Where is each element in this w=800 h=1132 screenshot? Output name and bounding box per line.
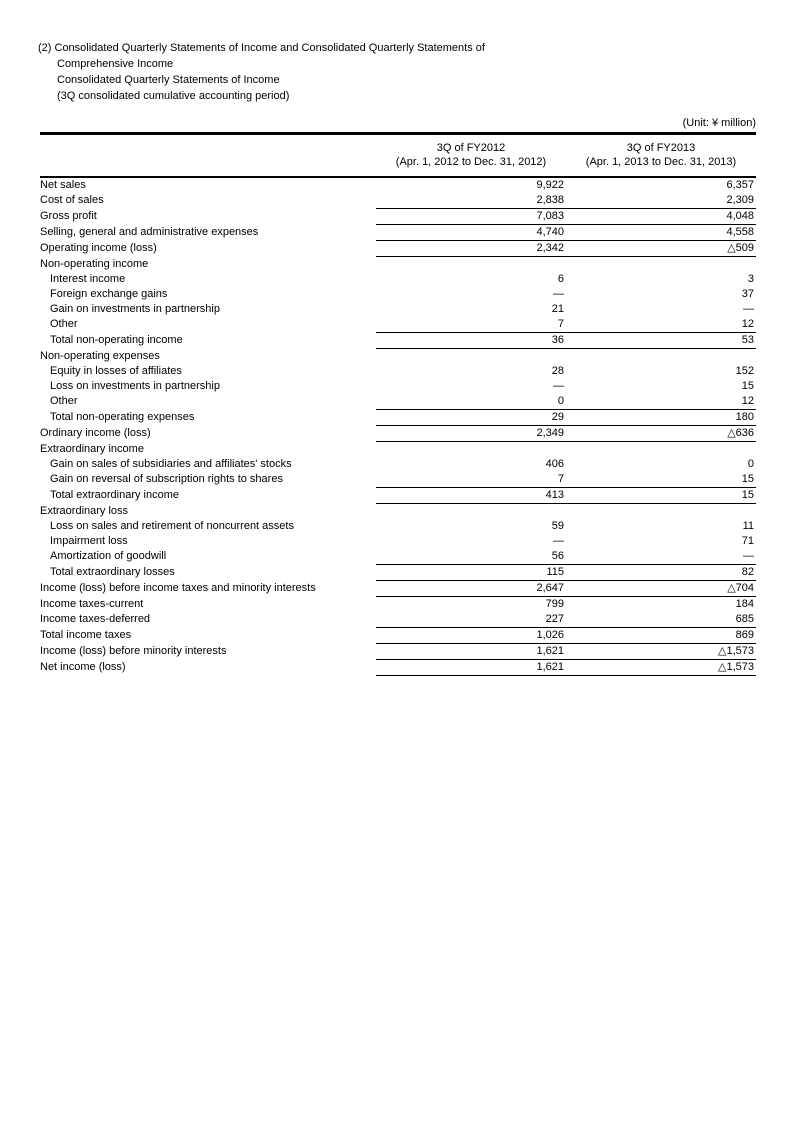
row-label: Interest income bbox=[50, 273, 126, 285]
row-label: Operating income (loss) bbox=[40, 242, 157, 254]
row-value-fy2012: 59 bbox=[551, 520, 564, 532]
row-value-fy2013: — bbox=[566, 549, 756, 565]
table-row bbox=[40, 317, 756, 333]
row-label: Total income taxes bbox=[40, 629, 132, 641]
row-label: Income (loss) before minority interests bbox=[40, 645, 227, 657]
row-label: Total non-operating income bbox=[50, 334, 183, 346]
header-row bbox=[40, 134, 756, 178]
table-row bbox=[40, 379, 756, 394]
row-label: Non-operating income bbox=[40, 257, 149, 270]
row-value-fy2013: 15 bbox=[741, 380, 754, 392]
row-value-fy2013: 152 bbox=[735, 365, 754, 377]
row-label: Net income (loss) bbox=[40, 661, 126, 673]
table-row bbox=[40, 488, 756, 504]
row-value-fy2013: △636 bbox=[566, 426, 756, 442]
row-label: Income (loss) before income taxes and minority interests bbox=[40, 582, 316, 594]
row-value-fy2012: 1,621 bbox=[376, 660, 566, 676]
row-value-fy2012: 2,342 bbox=[376, 241, 566, 257]
row-value-fy2012 bbox=[376, 257, 566, 273]
row-value-fy2012: 7 bbox=[376, 317, 566, 333]
row-value-fy2012: 1,621 bbox=[376, 644, 566, 660]
header-label-column bbox=[40, 134, 376, 178]
row-value-fy2013: △704 bbox=[566, 581, 756, 597]
table-row bbox=[40, 287, 756, 302]
row-value-fy2013: 53 bbox=[566, 333, 756, 349]
row-value-fy2012: 29 bbox=[376, 410, 566, 426]
row-label: Gain on investments in partnership bbox=[50, 303, 220, 315]
column-title-fy2012: 3Q of FY2012 bbox=[436, 142, 506, 154]
row-value-fy2013: 4,048 bbox=[566, 209, 756, 225]
section-heading-line1: (2) Consolidated Quarterly Statements of Income and Consolidated Quarterly Statements of bbox=[38, 42, 485, 54]
unit-label: (Unit: ¥ million) bbox=[682, 117, 756, 129]
row-value-fy2012 bbox=[376, 442, 566, 458]
row-label: Total non-operating expenses bbox=[50, 411, 195, 423]
row-label: Income taxes-deferred bbox=[40, 613, 151, 626]
row-value-fy2012 bbox=[376, 349, 566, 365]
row-value-fy2013: 3 bbox=[747, 273, 754, 285]
accounting-period-note: (3Q consolidated cumulative accounting period) bbox=[57, 90, 290, 102]
row-value-fy2012: 413 bbox=[376, 488, 566, 504]
row-value-fy2013 bbox=[566, 257, 756, 273]
statement-subtitle: Consolidated Quarterly Statements of Income bbox=[57, 74, 280, 86]
row-value-fy2013: 0 bbox=[747, 458, 754, 470]
table-row bbox=[40, 426, 756, 442]
row-value-fy2012: 21 bbox=[551, 303, 564, 315]
row-value-fy2012: — bbox=[553, 380, 564, 392]
row-value-fy2013: 11 bbox=[742, 520, 754, 532]
row-value-fy2013: 12 bbox=[566, 394, 756, 410]
table-row bbox=[40, 225, 756, 241]
row-value-fy2013 bbox=[566, 504, 756, 520]
row-label: Loss on sales and retirement of noncurrent assets bbox=[50, 520, 294, 532]
row-value-fy2013: 82 bbox=[566, 565, 756, 581]
row-value-fy2012: — bbox=[553, 535, 564, 547]
row-label: Income taxes-current bbox=[40, 597, 144, 610]
row-value-fy2013: 12 bbox=[566, 317, 756, 333]
row-value-fy2013: 685 bbox=[566, 612, 756, 628]
row-label: Equity in losses of affiliates bbox=[50, 365, 182, 377]
row-label: Gain on reversal of subscription rights to shares bbox=[50, 473, 283, 486]
table-row bbox=[40, 628, 756, 644]
table-row bbox=[40, 644, 756, 660]
column-header-fy2013 bbox=[566, 134, 756, 178]
table-row bbox=[40, 581, 756, 597]
table-row bbox=[40, 472, 756, 488]
row-label: Non-operating expenses bbox=[40, 349, 160, 362]
row-value-fy2013: 15 bbox=[566, 472, 756, 488]
table-row bbox=[40, 597, 756, 613]
row-value-fy2012: 7 bbox=[376, 472, 566, 488]
row-value-fy2012: 2,349 bbox=[376, 426, 566, 442]
table-row bbox=[40, 302, 756, 317]
table-body bbox=[40, 177, 756, 676]
row-value-fy2013: 184 bbox=[735, 598, 754, 610]
row-value-fy2012: 6 bbox=[557, 273, 564, 285]
row-label: Impairment loss bbox=[50, 535, 128, 547]
row-value-fy2012: 2,647 bbox=[376, 581, 566, 597]
row-value-fy2013: 71 bbox=[741, 535, 754, 547]
row-label: Amortization of goodwill bbox=[50, 550, 167, 563]
row-value-fy2012: 28 bbox=[551, 365, 564, 377]
row-value-fy2012: 799 bbox=[545, 598, 564, 610]
row-value-fy2012: 7,083 bbox=[376, 209, 566, 225]
table-row bbox=[40, 504, 756, 520]
row-value-fy2013: 4,558 bbox=[566, 225, 756, 241]
table-row bbox=[40, 241, 756, 257]
row-value-fy2013 bbox=[566, 349, 756, 365]
row-label: Extraordinary income bbox=[40, 442, 144, 455]
table-row bbox=[40, 565, 756, 581]
row-value-fy2012: 36 bbox=[376, 333, 566, 349]
column-period-fy2012: (Apr. 1, 2012 to Dec. 31, 2012) bbox=[395, 156, 547, 168]
row-label: Total extraordinary income bbox=[50, 489, 180, 501]
section-heading-line2: Comprehensive Income bbox=[57, 58, 174, 70]
table-row bbox=[40, 349, 756, 365]
row-value-fy2013: △1,573 bbox=[566, 660, 756, 676]
table-row bbox=[40, 394, 756, 410]
table-row bbox=[40, 364, 756, 379]
row-value-fy2013: △509 bbox=[566, 241, 756, 257]
row-label: Gross profit bbox=[40, 210, 97, 222]
table-row bbox=[40, 272, 756, 287]
row-label: Selling, general and administrative expenses bbox=[40, 226, 259, 238]
row-value-fy2013: △1,573 bbox=[566, 644, 756, 660]
row-value-fy2012: 406 bbox=[545, 458, 564, 470]
row-label: Extraordinary loss bbox=[40, 504, 129, 517]
column-period-fy2013: (Apr. 1, 2013 to Dec. 31, 2013) bbox=[585, 156, 737, 168]
row-value-fy2013: 6,357 bbox=[726, 179, 754, 191]
table-row bbox=[40, 193, 756, 209]
table-row bbox=[40, 660, 756, 676]
row-value-fy2013: 15 bbox=[566, 488, 756, 504]
table-row bbox=[40, 257, 756, 273]
table-row bbox=[40, 519, 756, 534]
table-row bbox=[40, 457, 756, 472]
table-header bbox=[40, 134, 756, 178]
row-label: Net sales bbox=[40, 179, 86, 191]
row-value-fy2012 bbox=[376, 504, 566, 520]
row-value-fy2012: 9,922 bbox=[536, 179, 564, 191]
table-row bbox=[40, 442, 756, 458]
income-statement-table bbox=[40, 132, 756, 676]
row-value-fy2012: 56 bbox=[376, 549, 566, 565]
row-label: Total extraordinary losses bbox=[50, 566, 175, 578]
row-value-fy2013: 180 bbox=[566, 410, 756, 426]
row-label: Ordinary income (loss) bbox=[40, 427, 151, 439]
row-value-fy2013: 869 bbox=[566, 628, 756, 644]
column-title-fy2013: 3Q of FY2013 bbox=[626, 142, 696, 154]
row-value-fy2013: 37 bbox=[741, 288, 754, 300]
table-row bbox=[40, 534, 756, 549]
row-value-fy2012: 0 bbox=[376, 394, 566, 410]
row-value-fy2012: 115 bbox=[376, 565, 566, 581]
row-label: Other bbox=[50, 318, 78, 331]
table-row bbox=[40, 177, 756, 193]
row-value-fy2013 bbox=[566, 442, 756, 458]
row-value-fy2012: 227 bbox=[376, 612, 566, 628]
row-label: Cost of sales bbox=[40, 194, 104, 207]
table-row bbox=[40, 612, 756, 628]
column-header-fy2012 bbox=[376, 134, 566, 178]
table-row bbox=[40, 209, 756, 225]
row-value-fy2012: 4,740 bbox=[376, 225, 566, 241]
table-row bbox=[40, 410, 756, 426]
title-block bbox=[0, 0, 800, 104]
table-row bbox=[40, 333, 756, 349]
row-label: Loss on investments in partnership bbox=[50, 380, 220, 392]
row-value-fy2012: 2,838 bbox=[376, 193, 566, 209]
row-value-fy2013: — bbox=[743, 303, 754, 315]
row-value-fy2013: 2,309 bbox=[566, 193, 756, 209]
row-value-fy2012: 1,026 bbox=[376, 628, 566, 644]
row-label: Other bbox=[50, 395, 78, 408]
row-value-fy2012: — bbox=[553, 288, 564, 300]
table-row bbox=[40, 549, 756, 565]
row-label: Gain on sales of subsidiaries and affiliates' stocks bbox=[50, 458, 292, 470]
row-label: Foreign exchange gains bbox=[50, 288, 168, 300]
